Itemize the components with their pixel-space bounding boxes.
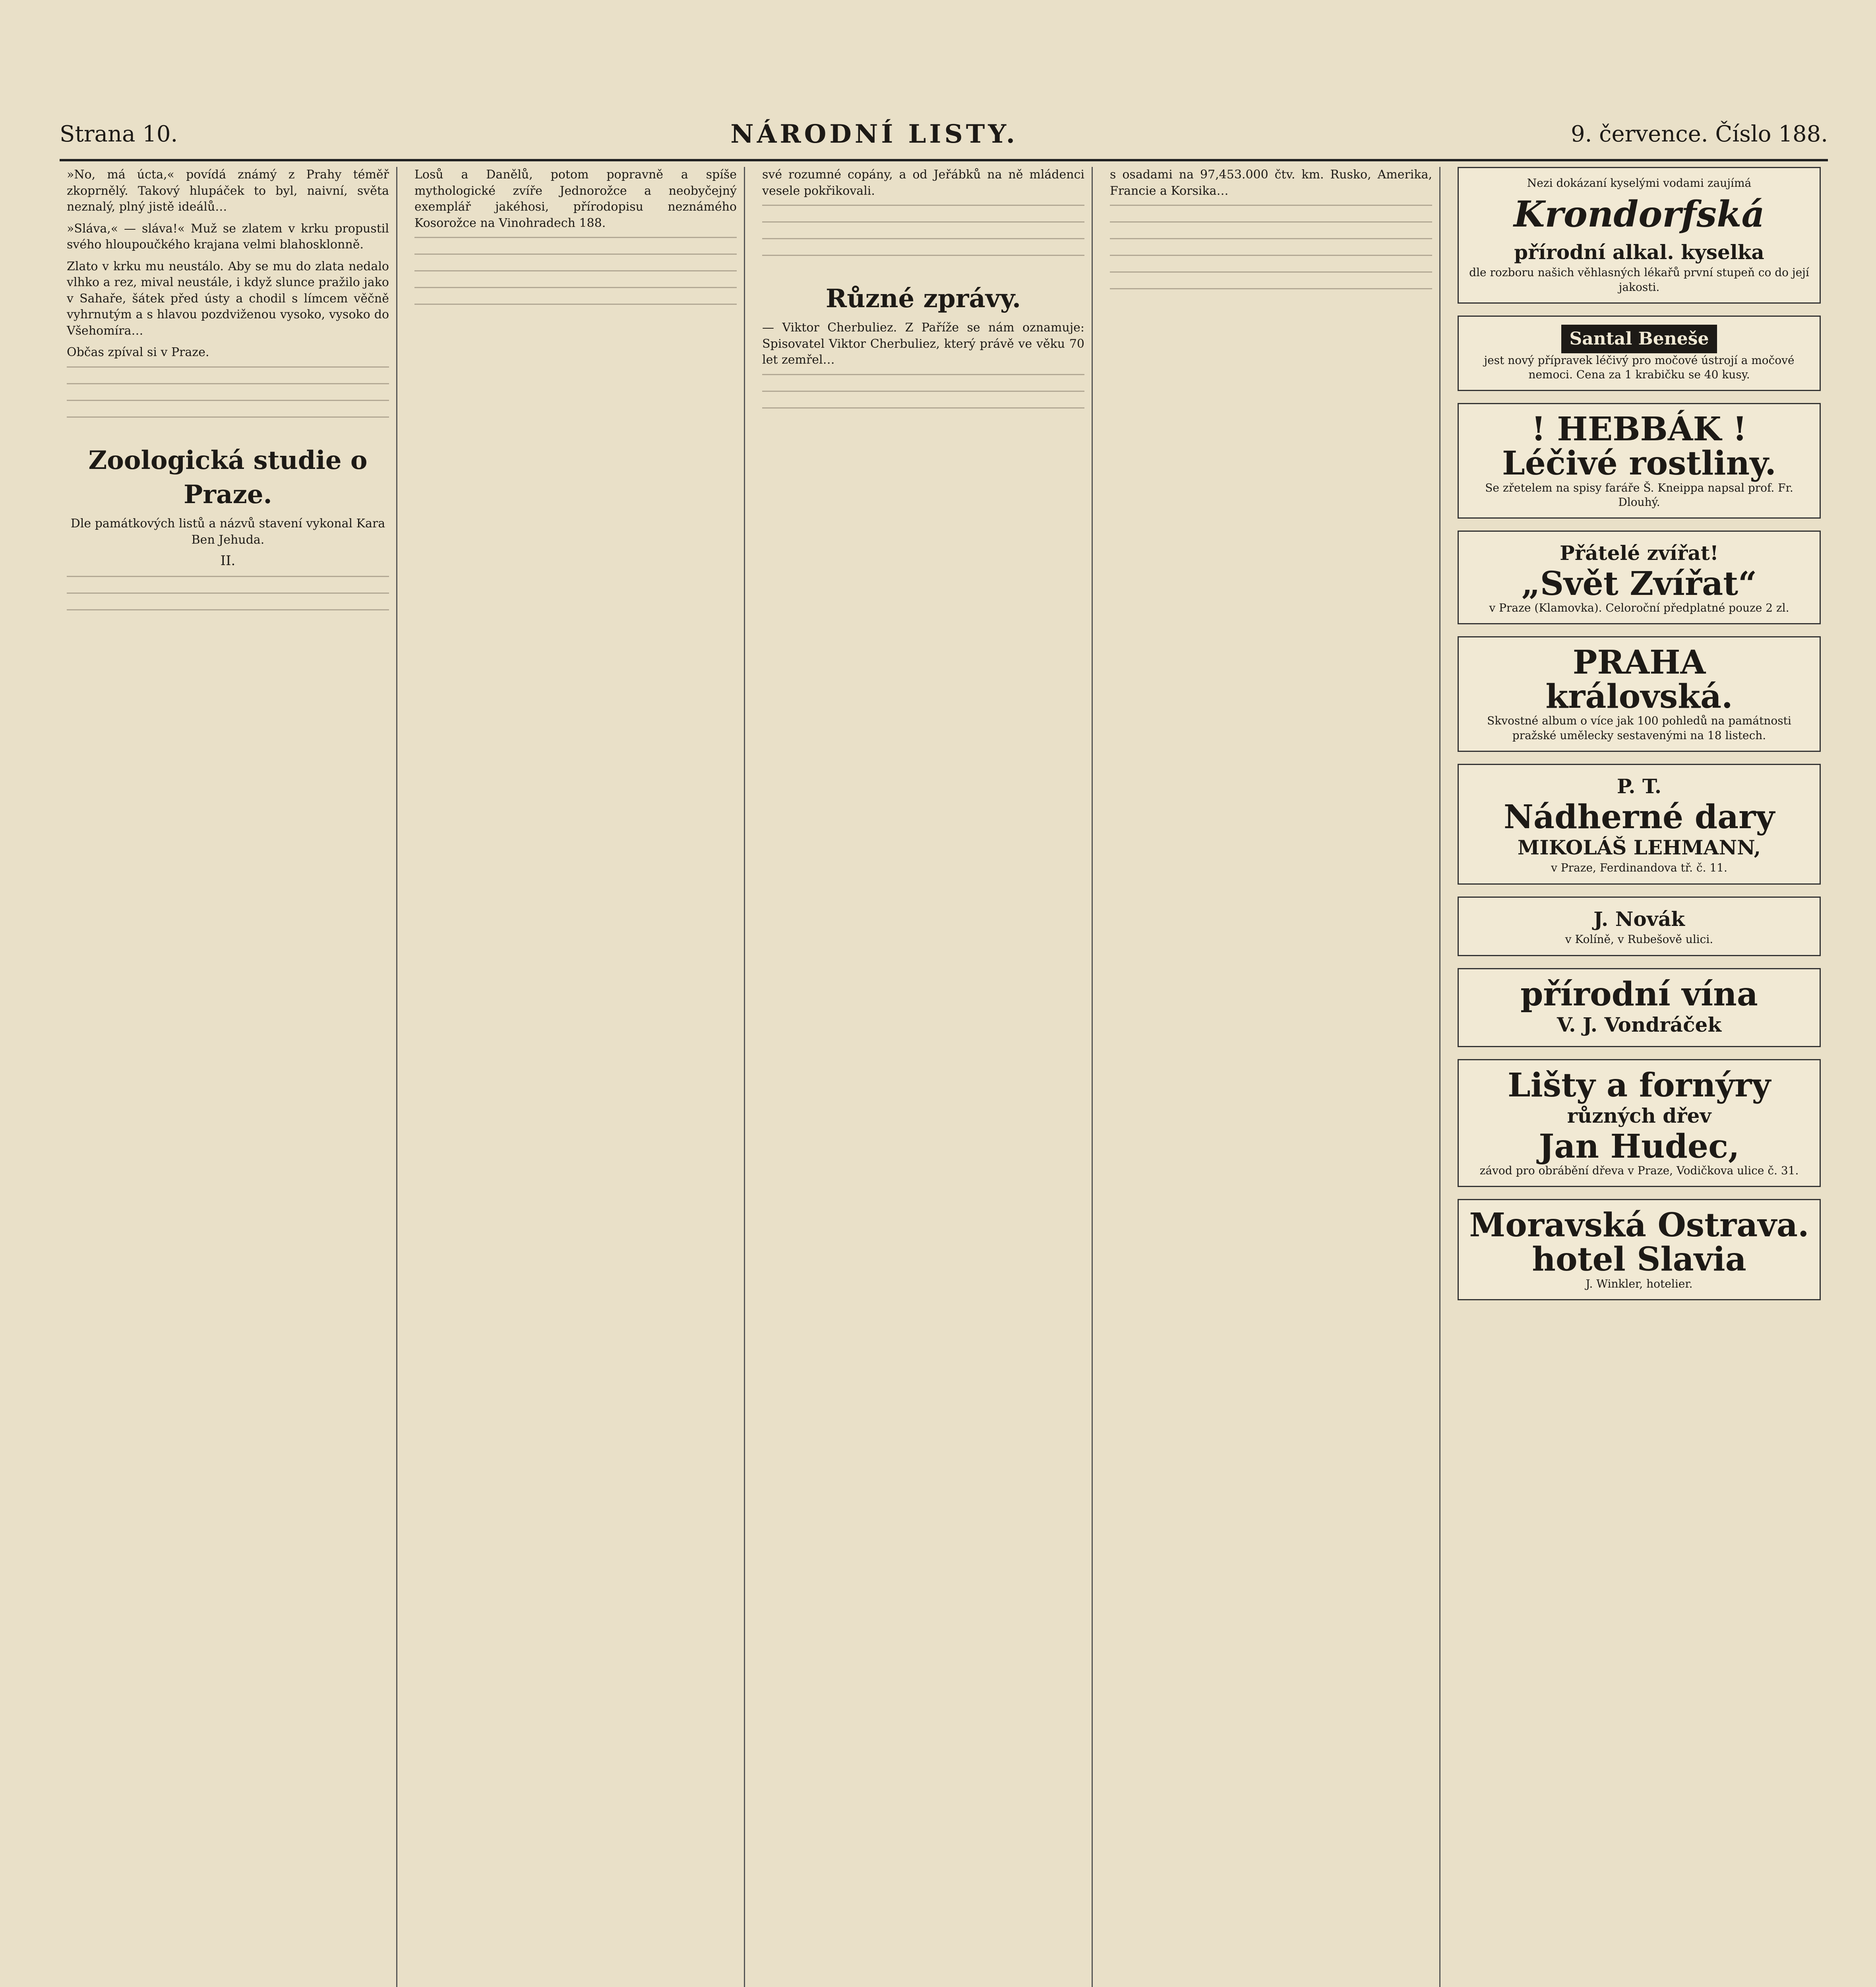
article-paragraph: Zlato v krku mu neustálo. Aby se mu do zlata nedalo vlhko a rez, mival neustále, i když slunce pražilo jako v Sahaře, šátek před ústy a chodil s límcem věčně vyhrnutým a s hlavou pozdviženou vysoko, vysoko do Všehomíra… [67, 259, 389, 338]
column-2 [407, 167, 745, 1987]
ad-svet-zvirat: Přátelé zvířat! „Svět Zvířat“ v Praze (Klamovka). Celoroční předplatné pouze 2 zl. [1458, 531, 1821, 624]
article-paragraph: »No, má úcta,« povídá známý z Prahy téměř zkoprnělý. Takový hlupáček to byl, naivní, světa neznalý, plný jistě ideálů… [67, 168, 389, 214]
article-paragraph: Losů a Danělů, potom popravně a spíše mythologické zvíře Jednorožce a neobyčejný exemplář jakéhosi, přírodopisu neznámého Kosorožce na Vinohradech 188. [414, 168, 737, 230]
ad-hotel-slavia: Moravská Ostrava. hotel Slavia J. Winkler, hotelier. [1458, 1199, 1821, 1300]
ad-column [1450, 167, 1828, 1987]
article-heading: Zoologická studie o Praze. [88, 445, 368, 509]
ad-herbs: ! HEBBÁK ! Léčivé rostliny. Se zřetelem na spisy faráře Š. Kneippa napsal prof. Fr. Dlouhý. [1458, 403, 1821, 519]
column-4 [1103, 167, 1440, 1987]
section-number: II. [220, 553, 236, 569]
ad-novak: J. Novák v Kolíně, v Rubešově ulici. [1458, 897, 1821, 956]
issue-date: 9. července. Číslo 188. [1570, 121, 1828, 147]
article-paragraph: své rozumné copány, a od Jeřábků na ně mládenci vesele pokřikovali. [762, 168, 1084, 198]
ad-santal: Santal Beneše jest nový přípravek léčivý pro močové ústrojí a močové nemoci. Cena za 1 krabičku se 40 kusy. [1458, 316, 1821, 391]
article-paragraph: Občas zpíval si v Praze. [67, 345, 209, 359]
ad-lehmann: P. T. Nádherné dary MIKOLÁŠ LEHMANN, v Praze, Ferdinandova tř. č. 11. [1458, 764, 1821, 884]
ad-krondorf: Nezi dokázaní kyselými vodami zaujímá Krondorfská přírodní alkal. kyselka dle rozboru našich věhlasných lékařů první stupeň co do její jakosti. [1458, 167, 1821, 304]
article-heading: Různé zprávy. [825, 284, 1021, 314]
column-3 [755, 167, 1093, 1987]
ad-praha-kralovska: PRAHA královská. Skvostné album o více jak 100 pohledů na památnosti pražské umělecky sestavenými na 18 listech. [1458, 636, 1821, 752]
article-subheading: Dle památkových listů a názvů stavení vykonal Kara Ben Jehuda. [70, 517, 385, 547]
article-paragraph: s osadami na 97,453.000 čtv. km. Rusko, Amerika, Francie a Korsika… [1110, 168, 1432, 198]
ad-hudec: Lišty a fornýry různých dřev Jan Hudec, závod pro obrábění dřeva v Praze, Vodičkova ulice č. 31. [1458, 1059, 1821, 1187]
newspaper-title: NÁRODNÍ LISTY. [730, 119, 1018, 149]
masthead [60, 119, 1828, 161]
newspaper-page [60, 119, 1828, 1987]
ad-brand: Krondorfská [1514, 193, 1765, 236]
article-paragraph: »Sláva,« — sláva!« Muž se zlatem v krku propustil svého hloupoučkého krajana velmi blahosklonně. [67, 221, 389, 252]
page-number: Strana 10. [60, 121, 178, 147]
columns [60, 167, 1828, 1987]
ad-wine: přírodní vína V. J. Vondráček [1458, 968, 1821, 1048]
column-1 [60, 167, 397, 1987]
article-paragraph: — Viktor Cherbuliez. Z Paříže se nám oznamuje: Spisovatel Viktor Cherbuliez, který právě ve věku 70 let zemřel… [762, 321, 1084, 367]
